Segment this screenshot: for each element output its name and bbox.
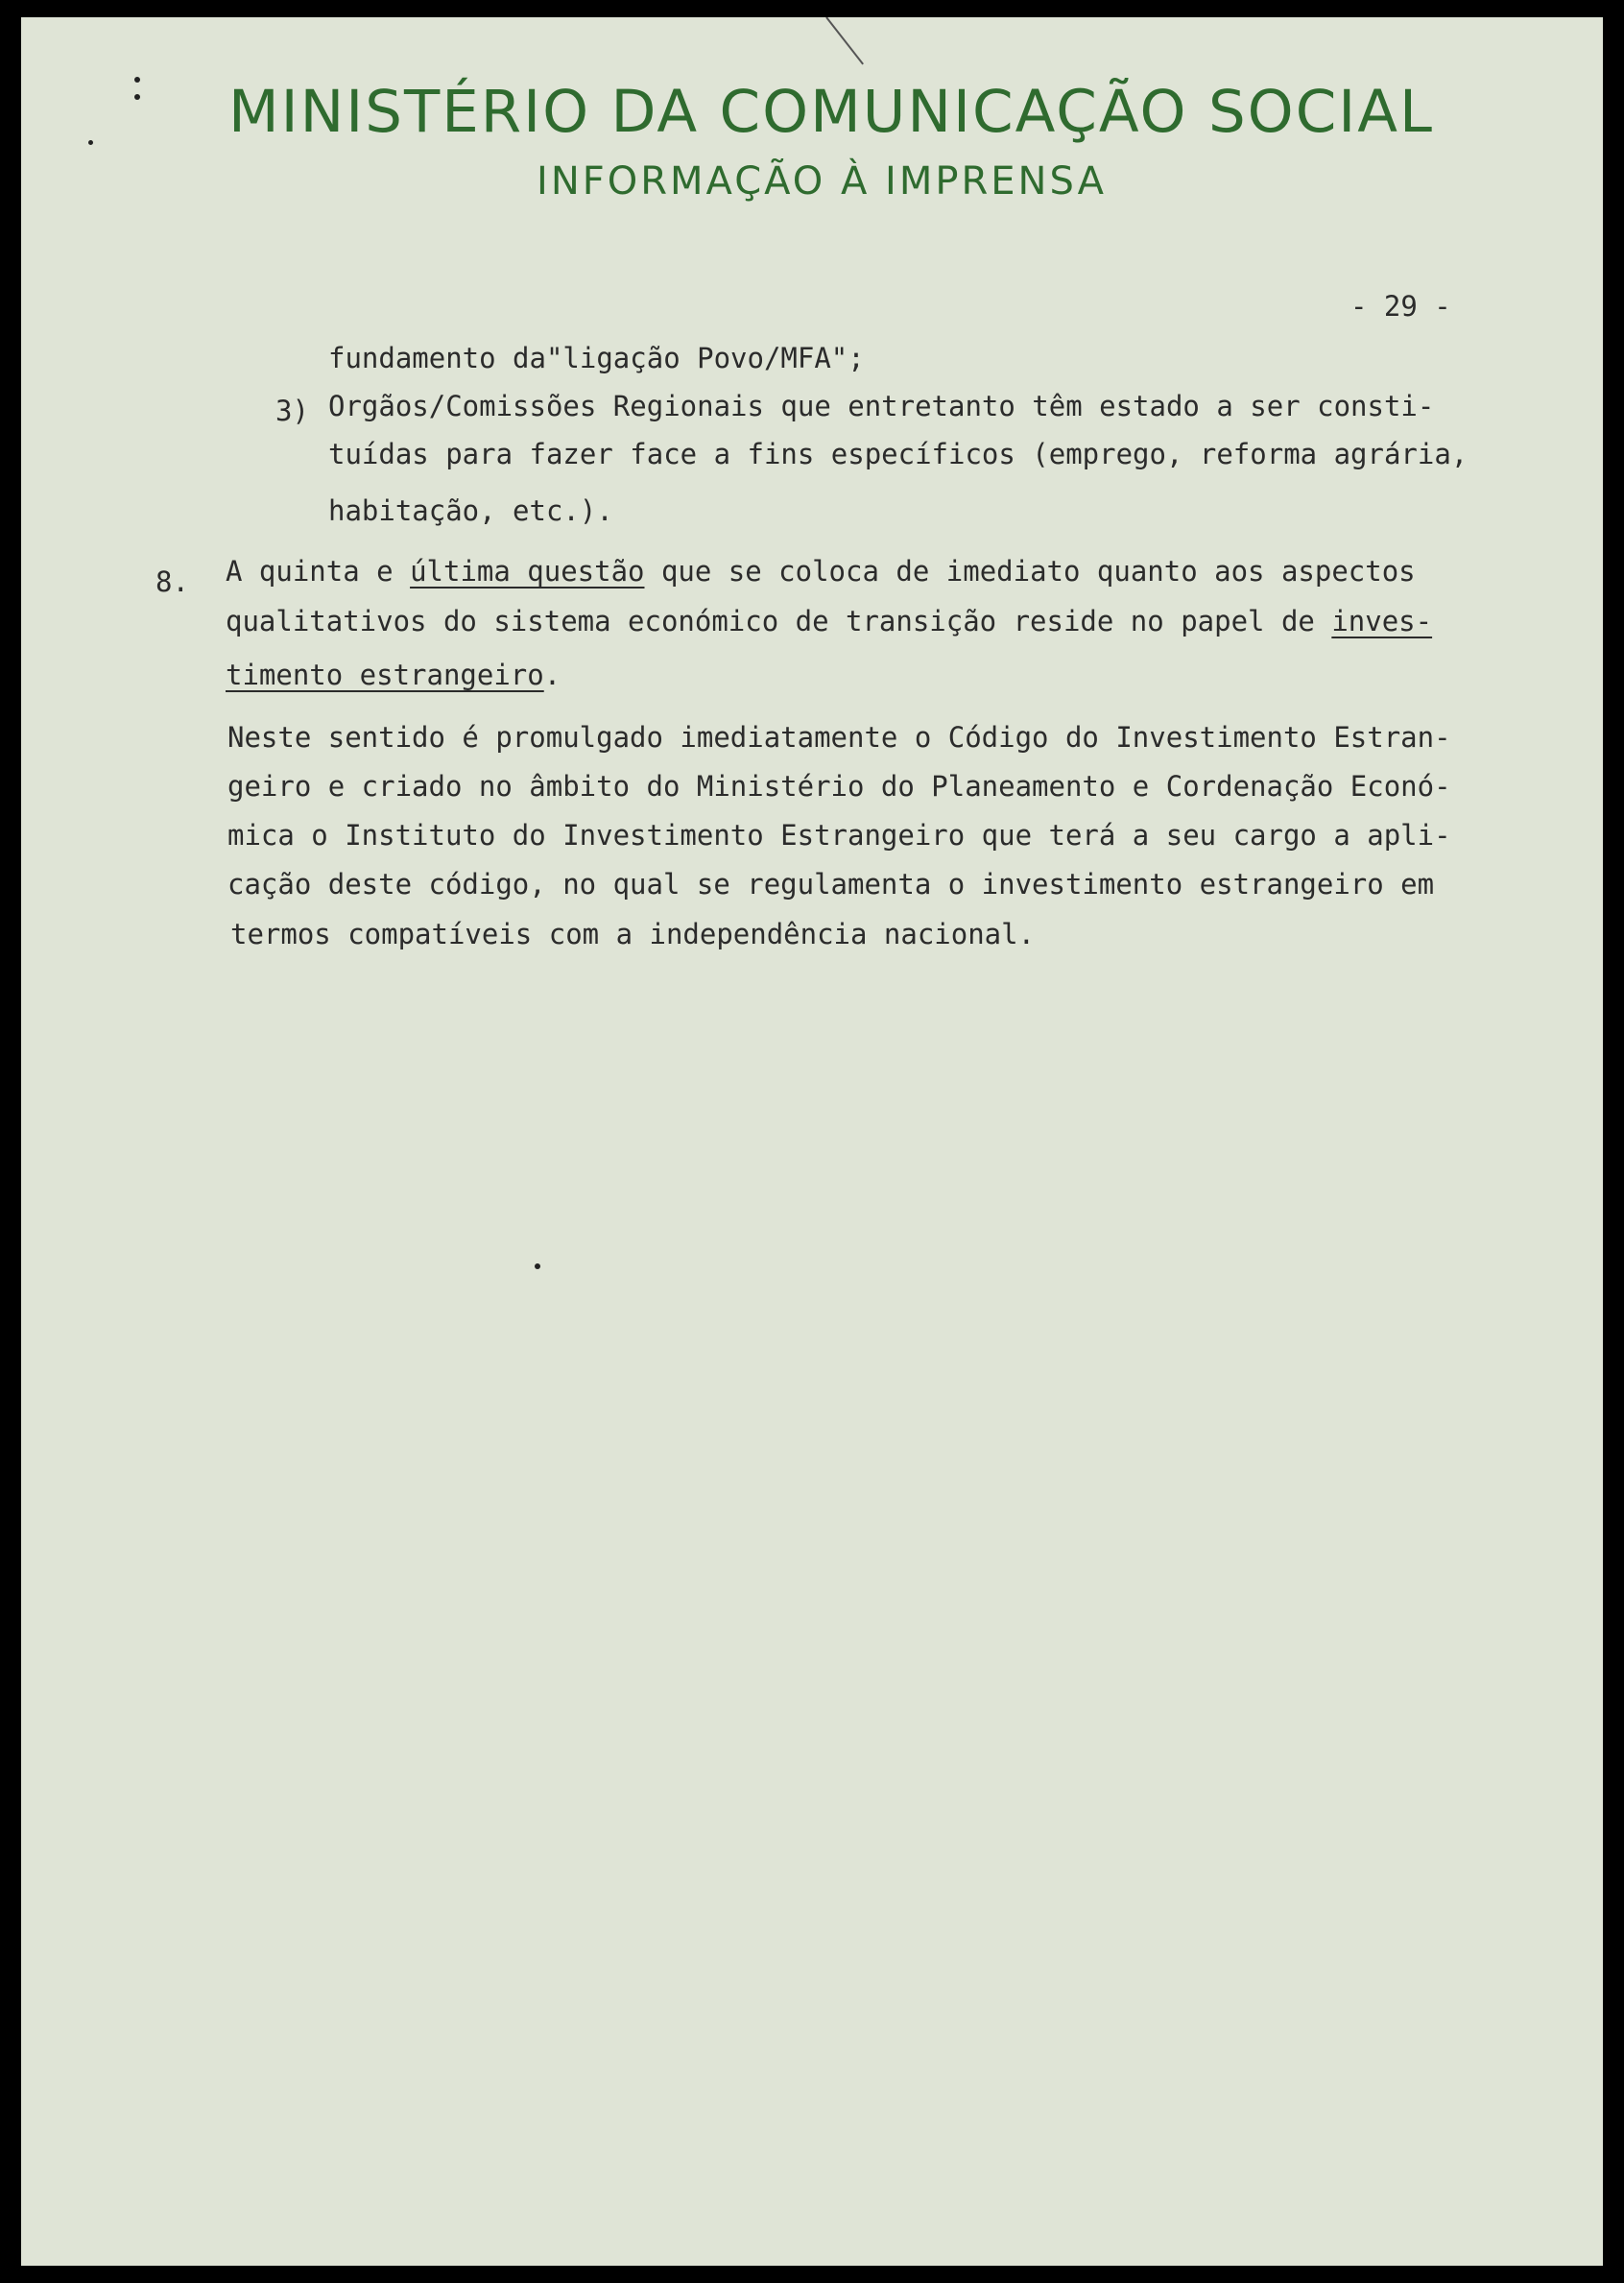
text-line: Neste sentido é promulgado imediatamente o Código do Investimento Estran- xyxy=(227,721,1451,754)
ink-dot xyxy=(535,1263,540,1269)
underlined-text: inves- xyxy=(1331,605,1433,637)
text-line: Orgãos/Comissões Regionais que entretanto têm estado a ser consti- xyxy=(328,390,1435,422)
underlined-text: última questão xyxy=(410,555,645,588)
text-span: . xyxy=(543,659,561,691)
list-number: 3) xyxy=(275,395,309,427)
text-line: geiro e criado no âmbito do Ministério do Planeamento e Cordenação Econó- xyxy=(227,770,1451,803)
text-span: qualitativos do sistema económico de transição reside no papel de xyxy=(226,605,1332,637)
list-number: 8. xyxy=(155,565,189,598)
letterhead-title: MINISTÉRIO DA COMUNICAÇÃO SOCIAL xyxy=(227,78,1434,146)
text-line xyxy=(226,605,1432,637)
text-line: cação deste código, no qual se regulamenta o investimento estrangeiro em xyxy=(227,868,1435,901)
text-line xyxy=(226,659,561,691)
pen-mark xyxy=(825,17,864,64)
text-span: que se coloca de imediato quanto aos aspectos xyxy=(644,555,1416,588)
text-line: tuídas para fazer face a fins específicos (emprego, reforma agrária, xyxy=(328,438,1469,470)
document-page xyxy=(21,17,1603,2266)
text-span: A quinta e xyxy=(226,555,411,588)
text-line: fundamento da"ligação Povo/MFA"; xyxy=(328,342,865,374)
letterhead-subtitle: INFORMAÇÃO À IMPRENSA xyxy=(537,159,1107,204)
text-line: termos compatíveis com a independência nacional. xyxy=(230,918,1036,950)
text-line xyxy=(226,555,1416,588)
text-line: mica o Instituto do Investimento Estrangeiro que terá a seu cargo a apli- xyxy=(227,819,1451,852)
underlined-text: timento estrangeiro xyxy=(226,659,544,691)
letterhead xyxy=(21,78,1603,204)
text-line: habitação, etc.). xyxy=(328,494,613,527)
page-number: - 29 - xyxy=(1350,290,1451,323)
